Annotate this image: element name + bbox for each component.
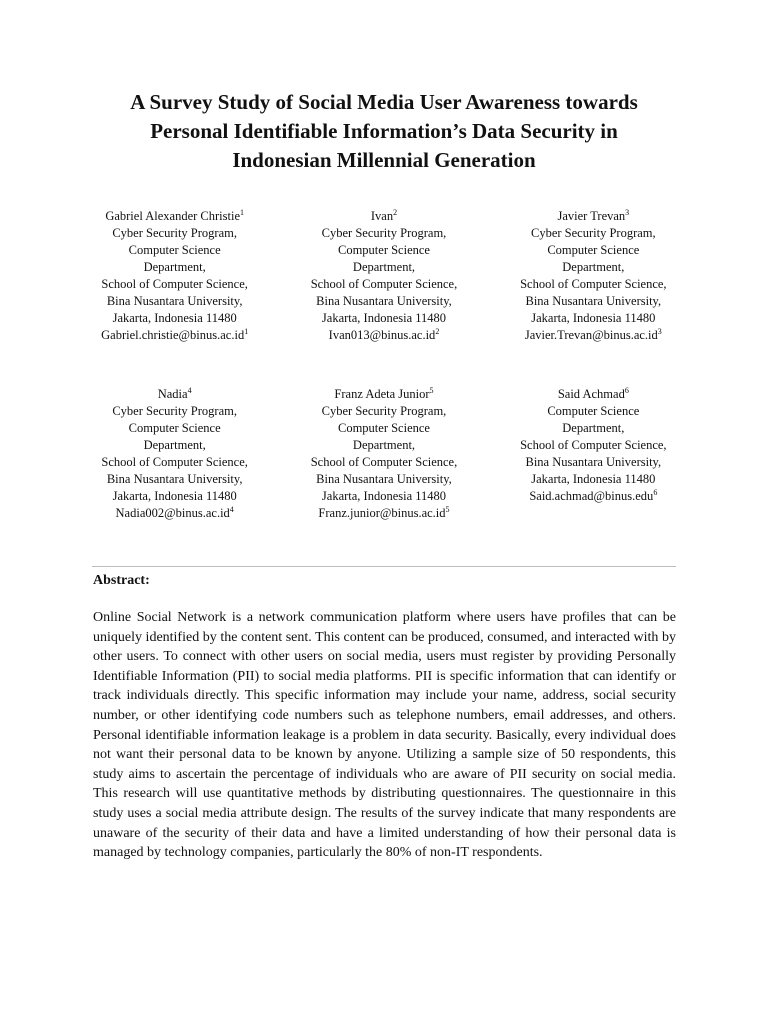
title-line: Personal Identifiable Information’s Data Security in: [150, 119, 618, 143]
email-mark: 5: [445, 504, 450, 514]
author-row-1: [70, 208, 698, 344]
abstract-body: Online Social Network is a network communication platform where users have profiles that can be uniquely identified by the content sent. This content can be produced, consumed, and interacted with by other users. To connect with other users on social media, users must register by providing Personally Identifiable Information (PII) to social media platforms. PII is specific information that can identify or track individuals directly. This specific information may include your name, address, social security number, or other identifying code numbers such as telephone numbers, email addresses, and others. Personal identifiable information leakage is a problem in data security. Basically, every individual does not want their personal data to be known by anyone. Utilizing a sample size of 50 respondents, this study aims to ascertain the percentage of individuals who are aware of PII security on social media. This research will use quantitative methods by distributing questionnaires. The questionnaire in this study uses a social media attribute design. The results of the survey indicate that many respondents are unaware of the security of their data and have a limited understanding of how their personal data is managed by technology companies, particularly the 80% of non-IT respondents.: [93, 610, 676, 861]
author-mark: 6: [624, 385, 629, 395]
author-email: $Franz.junior@binus.ac.id^5$: [318, 504, 450, 520]
affiliation-line: Cyber Security Program,: [531, 226, 656, 240]
paper-title: [60, 88, 708, 175]
email-mark: 6: [653, 487, 658, 497]
author-mark: 4: [187, 385, 192, 395]
affiliation-line: Cyber Security Program,: [112, 226, 237, 240]
author-block-said: [489, 386, 698, 522]
author-block-trevan: [489, 208, 698, 344]
author-block-ivan: [279, 208, 488, 344]
affiliation-line: Department,: [562, 260, 625, 274]
author-mark: 1: [240, 207, 244, 217]
affiliation-line: School of Computer Science,: [310, 277, 458, 291]
author-block-franz: [279, 386, 488, 522]
author-name: Nadia$^4$: [157, 385, 192, 401]
author-name: Ivan$^2$: [370, 207, 398, 223]
affiliation-line: Jakarta, Indonesia 11480: [112, 311, 237, 325]
affiliation-line: Department,: [562, 421, 625, 435]
email-mark: 2: [435, 326, 440, 336]
affiliation-line: School of Computer Science,: [520, 277, 667, 291]
author-mark: 5: [429, 385, 434, 395]
email-mark: 3: [657, 326, 662, 336]
affiliation-line: Department,: [143, 260, 206, 274]
affiliation-line: School of Computer Science,: [101, 455, 248, 469]
affiliation-line: Cyber Security Program,: [321, 226, 447, 240]
affiliation-line: Department,: [352, 438, 416, 452]
affiliation-line: Jakarta, Indonesia 11480: [531, 472, 656, 486]
title-line: A Survey Study of Social Media User Awareness towards: [130, 90, 638, 114]
affiliation-line: Bina Nusantara University,: [106, 294, 243, 308]
affiliation-line: Bina Nusantara University,: [525, 294, 662, 308]
affiliation-line: Cyber Security Program,: [112, 404, 237, 418]
author-email: Said.achmad@binus.edu$^6$: [529, 487, 658, 503]
author-mark: 3: [625, 207, 630, 217]
affiliation-line: Bina Nusantara University,: [316, 294, 452, 308]
author-name: Javier Trevan$^3$: [557, 207, 630, 223]
affiliation-line: Bina Nusantara University,: [525, 455, 662, 469]
author-email: $Nadia002@binus.ac.id^4$: [115, 504, 234, 520]
author-name: Franz Adeta Junior$^5$: [334, 385, 434, 401]
affiliation-line: Jakarta, Indonesia 11480: [321, 489, 447, 503]
title-line: Indonesian Millennial Generation: [232, 148, 536, 172]
email-mark: 4: [229, 504, 234, 514]
author-block-christie: [70, 208, 279, 344]
affiliation-line: School of Computer Science,: [101, 277, 248, 291]
affiliation-line: Bina Nusantara University,: [106, 472, 243, 486]
author-name: Said Achmad$^6$: [557, 385, 629, 401]
affiliation-line: Computer Science: [337, 243, 430, 257]
affiliation-line: Jakarta, Indonesia 11480: [531, 311, 656, 325]
affiliation-line: Computer Science: [547, 243, 640, 257]
author-email: $Ivan013@binus.ac.id^2$: [328, 326, 440, 342]
email-mark: 1: [244, 326, 249, 336]
affiliation-line: School of Computer Science,: [520, 438, 667, 452]
affiliation-line: Department,: [143, 438, 206, 452]
section-divider: [92, 566, 676, 567]
author-row-2: [70, 386, 698, 522]
affiliation-line: Computer Science: [547, 404, 640, 418]
author-name: Gabriel Alexander Christie$^1$: [105, 207, 244, 223]
affiliation-line: School of Computer Science,: [310, 455, 458, 469]
author-email: $Javier.Trevan@binus.ac.id^3$: [524, 326, 662, 342]
affiliation-line: Computer Science: [128, 243, 221, 257]
author-mark: 2: [393, 207, 398, 217]
affiliation-line: Department,: [352, 260, 416, 274]
affiliation-line: Bina Nusantara University,: [316, 472, 452, 486]
affiliation-line: Jakarta, Indonesia 11480: [112, 489, 237, 503]
affiliation-line: Cyber Security Program,: [321, 404, 447, 418]
affiliation-line: Jakarta, Indonesia 11480: [321, 311, 447, 325]
affiliation-line: Computer Science: [128, 421, 221, 435]
affiliation-line: Computer Science: [337, 421, 430, 435]
abstract-heading: Abstract:: [93, 573, 150, 588]
author-email: $Gabriel.christie@binus.ac.id^1$: [101, 326, 249, 342]
author-block-nadia: [70, 386, 279, 522]
